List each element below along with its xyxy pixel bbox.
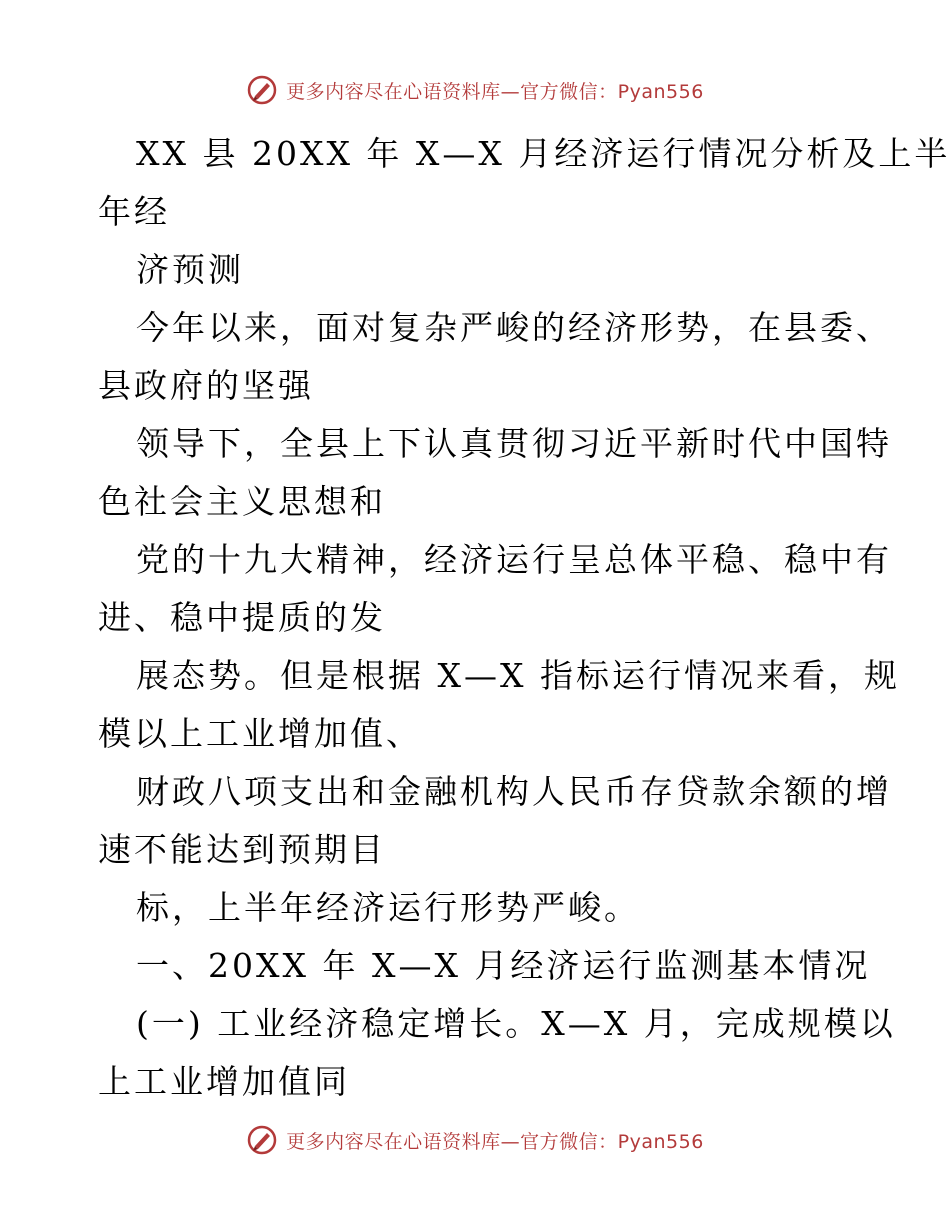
watermark-text: 更多内容尽在心语资料库—官方微信：Pyan556 [286, 80, 704, 103]
document-body [98, 125, 950, 1111]
header-watermark [0, 72, 950, 108]
text-line: XX 县 20XX 年 X—X 月经济运行情况分析及上半 [136, 134, 950, 173]
text-line: 一、20XX 年 X—X 月经济运行监测基本情况 [136, 946, 871, 985]
text-line: 年经 [98, 192, 170, 231]
text-line: 今年以来，面对复杂严峻的经济形势，在县委、 [136, 308, 892, 347]
text-line: 党的十九大精神，经济运行呈总体平稳、稳中有 [136, 540, 892, 579]
watermark-text: 更多内容尽在心语资料库—官方微信：Pyan556 [286, 1130, 704, 1153]
text-line: 进、稳中提质的发 [98, 598, 386, 637]
text-line: 县政府的坚强 [98, 366, 314, 405]
footer-watermark [0, 1122, 950, 1158]
text-line: 标，上半年经济运行形势严峻。 [136, 888, 640, 927]
text-line: 领导下，全县上下认真贯彻习近平新时代中国特 [136, 424, 892, 463]
pen-circle-logo-icon [246, 74, 278, 106]
text-line: 上工业增加值同 [98, 1062, 350, 1101]
pen-circle-logo-icon [246, 1124, 278, 1156]
text-line: 速不能达到预期目 [98, 830, 386, 869]
text-line: (一) 工业经济稳定增长。X—X 月，完成规模以 [136, 1004, 896, 1043]
text-line: 模以上工业增加值、 [98, 714, 422, 753]
text-line: 济预测 [136, 250, 244, 289]
text-line: 色社会主义思想和 [98, 482, 386, 521]
text-line: 展态势。但是根据 X—X 指标运行情况来看，规 [136, 656, 900, 695]
text-line: 财政八项支出和金融机构人民币存贷款余额的增 [136, 772, 892, 811]
